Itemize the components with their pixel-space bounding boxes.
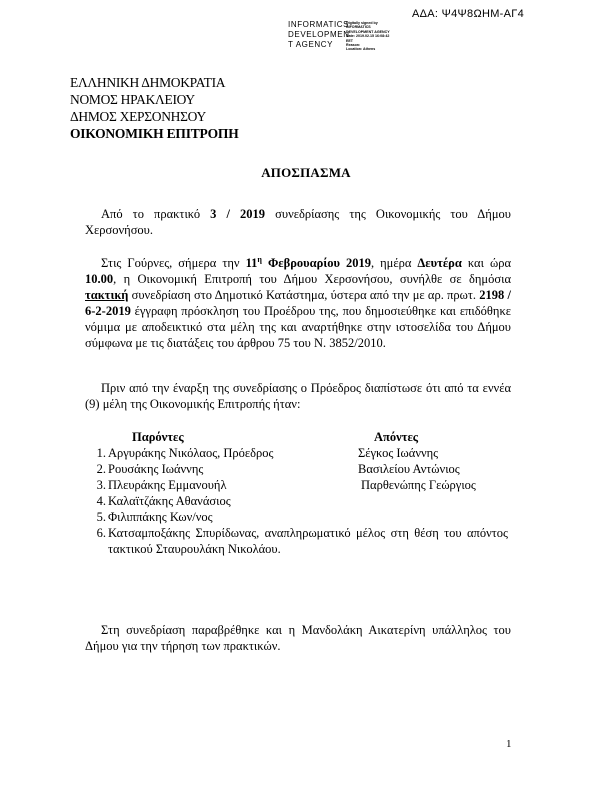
seal-line: Reason:	[346, 43, 361, 48]
signature-seal-text	[346, 21, 410, 52]
header-country: ΕΛΛΗΝΙΚΗ ΔΗΜΟΚΡΑΤΙΑ	[70, 75, 226, 90]
invitation-protocol-number: 2198 / 6-2-2019	[85, 288, 511, 319]
present-member: Αργυράκης Νικόλαος, Πρόεδρος	[108, 446, 274, 460]
paragraph-quorum: Πριν από την έναρξη της συνεδρίασης ο Πρόεδρος διαπίστωσε ότι από τα εννέα (9) μέλη της Οικονομικής Επιτροπής ήταν:	[85, 381, 511, 411]
ada-code: ΑΔΑ: Ψ4Ψ8ΩΗΜ-ΑΓ4	[412, 8, 525, 20]
item-number: 1.	[96, 446, 106, 460]
header-municipality: ΔΗΜΟΣ ΧΕΡΣΟΝΗΣΟΥ	[70, 109, 206, 124]
item-number: 6.	[96, 526, 106, 540]
agency-name-line: T AGENCY	[288, 40, 334, 49]
list-item	[88, 461, 508, 477]
meeting-time: 10.00	[85, 272, 114, 287]
meeting-weekday: Δευτέρα	[417, 256, 462, 271]
list-item	[88, 525, 508, 557]
paragraph-secretary: Στη συνεδρίαση παραβρέθηκε και η Μανδολάκη Αικατερίνη υπάλληλος του Δήμου για την τήρηση των πρακτικών.	[85, 623, 511, 653]
list-item	[88, 477, 508, 493]
seal-line: Date: 2019.02.15 16:08:42	[346, 34, 390, 39]
present-member: Φιλιππάκης Κων/νος	[108, 510, 213, 524]
header-prefecture: ΝΟΜΟΣ ΗΡΑΚΛΕΙΟΥ	[70, 92, 195, 107]
item-number: 4.	[96, 494, 106, 508]
ordinal-suffix: η	[257, 255, 262, 264]
text: και ώρα	[461, 256, 511, 271]
seal-line: EET	[346, 38, 353, 43]
present-member: Κατσαμποξάκης Σπυρίδωνας, αναπληρωματικό μέλος στη θέση του απόντος τακτικού Σταυρουλάκη Νικολάου.	[108, 526, 508, 556]
paragraph-meeting-details	[85, 252, 511, 351]
seal-line: Location: Athens	[346, 47, 376, 52]
text: συνεδρίασης της Οικονομικής του Δήμου Χερσονήσου.	[85, 207, 511, 237]
present-member: Ρουσάκης Ιωάννης	[108, 462, 204, 476]
seal-line: INFORMATICS	[346, 25, 371, 30]
text: Στις Γούρνες, σήμερα την	[101, 256, 246, 271]
item-number: 2.	[96, 462, 106, 476]
absent-member: Βασιλείου Αντώνιος	[358, 462, 460, 476]
item-number: 5.	[96, 510, 106, 524]
document-header	[70, 74, 239, 142]
meeting-type: τακτική	[85, 288, 129, 303]
text: , η Οικονομική Επιτροπή του Δήμου Χερσονήσου, συνήλθε σε δημόσια	[113, 272, 511, 287]
paragraph-minutes-reference	[85, 206, 511, 238]
text: συνεδρίαση στο Δημοτικό Κατάστημα, ύστερα από την με αρ. πρωτ.	[128, 288, 480, 303]
agency-name-line: DEVELOPMEN	[288, 30, 350, 39]
meeting-day: 11	[245, 256, 258, 271]
absent-header: Απόντες	[374, 430, 419, 444]
document-title: ΑΠΟΣΠΑΣΜΑ	[261, 165, 351, 180]
item-number: 3.	[96, 478, 106, 492]
meeting-date: Φεβρουαρίου 2019	[261, 256, 371, 271]
seal-line: Digitally signed by	[346, 21, 378, 25]
absent-member: Παρθενώπης Γεώργιος	[361, 478, 476, 492]
page-number: 1	[506, 738, 512, 750]
present-member: Πλευράκης Εμμανουήλ	[108, 478, 227, 492]
agency-name-line: INFORMATICS	[288, 20, 350, 29]
seal-line: DEVELOPMENT AGENCY	[346, 29, 390, 34]
minutes-number: 3 / 2019	[210, 207, 266, 221]
text: έγγραφη πρόσκληση του Προέδρου της, που δημοσιεύθηκε και επιδόθηκε νόμιμα με αποδεικτικό στα μέλη της και αναρτήθηκε στην ιστοσελίδα του Δήμου σύμφωνα με τις διατάξεις του άρθρου 75 του Ν. 3852/2010.	[85, 304, 511, 351]
digital-signature-block	[288, 20, 408, 60]
absent-member: Σέγκος Ιωάννης	[358, 446, 439, 460]
list-item	[88, 493, 508, 509]
present-header: Παρόντες	[132, 430, 184, 444]
list-item	[88, 445, 508, 461]
attendance-list	[88, 445, 508, 557]
text: Από το πρακτικό	[101, 207, 211, 221]
text: , ημέρα	[370, 256, 418, 271]
header-committee: ΟΙΚΟΝΟΜΙΚΗ ΕΠΙΤΡΟΠΗ	[70, 126, 239, 141]
present-member: Καλαϊτζάκης Αθανάσιος	[108, 494, 231, 508]
list-item	[88, 509, 508, 525]
